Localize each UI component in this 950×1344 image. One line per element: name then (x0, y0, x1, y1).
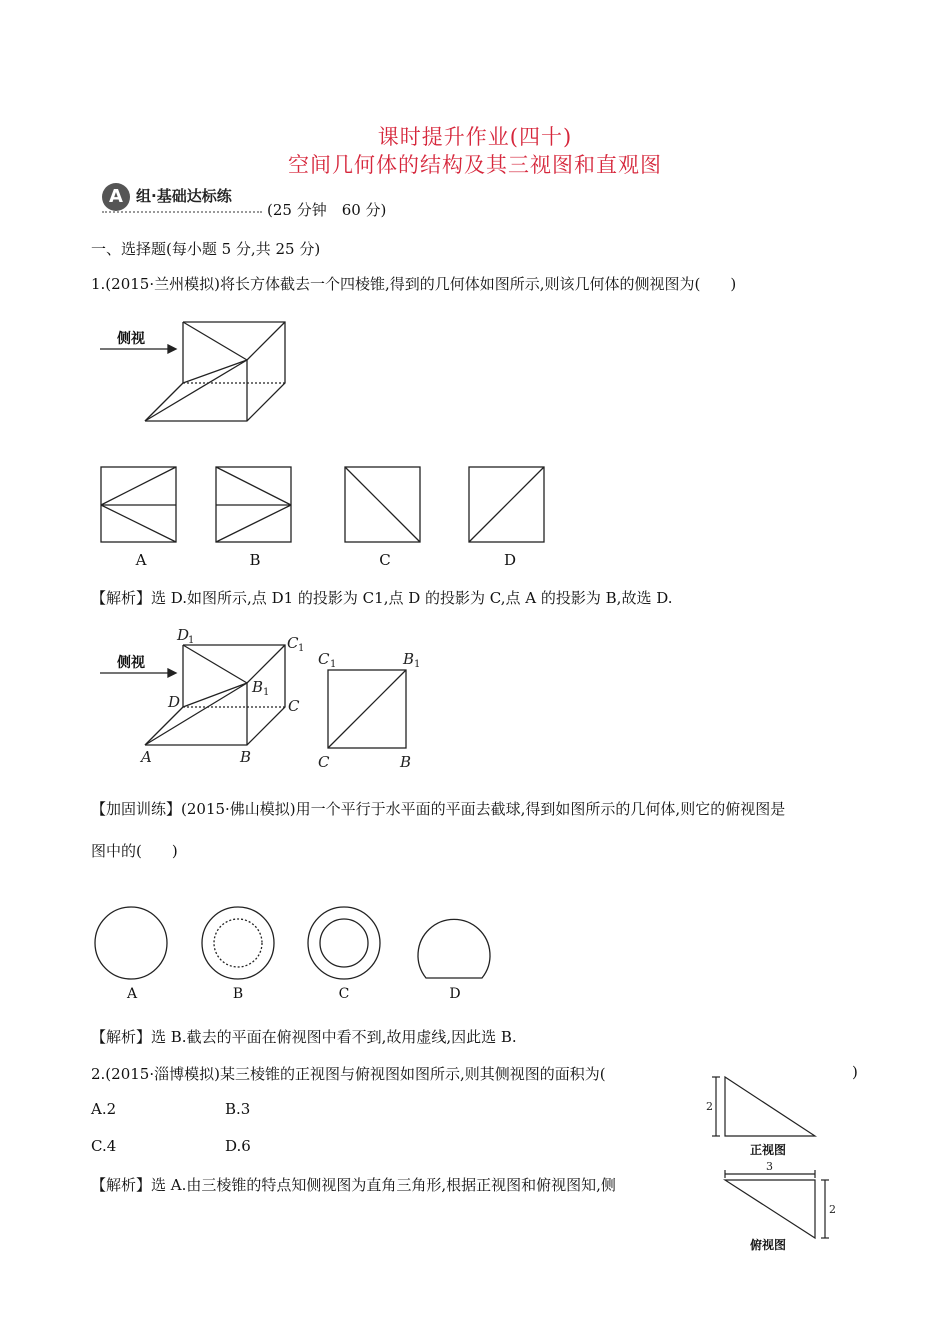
q2-option-d: D.6 (225, 1137, 251, 1155)
extra-option-a: A (126, 986, 138, 1002)
extra-analysis (91, 1026, 517, 1047)
q2-stem: 2.(2015·淄博模拟)某三棱锥的正视图与俯视图如图所示,则其侧视图的面积为( (91, 1065, 606, 1083)
top-view-label: 俯视图 (750, 1238, 787, 1252)
title-line-1: 课时提升作业(四十) (377, 125, 573, 149)
badge-dotted-rule (102, 207, 262, 213)
q1-stem: 1.(2015·兰州模拟)将长方体截去一个四棱锥,得到的几何体如图所示,则该几何体的侧视图为( ) (91, 275, 737, 293)
extra-stem-line1 (91, 798, 785, 819)
option-d-figure (469, 467, 544, 542)
label-c: C (288, 697, 300, 715)
q1-option-b: B (249, 551, 261, 569)
label-a: A (141, 748, 152, 766)
q1-option-d: D (503, 551, 517, 569)
dim-width: 3 (766, 1160, 773, 1173)
label-right-b1: B (403, 650, 415, 668)
extra-stem-line2: 图中的( ) (91, 842, 178, 860)
time-score: (25 分钟 60 分) (267, 201, 387, 219)
label-d1-sub: 1 (188, 635, 195, 646)
top-view-triangle (725, 1180, 815, 1238)
option-c-figure (345, 467, 420, 542)
option-a-figure (101, 467, 176, 542)
label-d: D (168, 693, 181, 711)
q1-option-a: A (135, 551, 147, 569)
front-view-label: 正视图 (750, 1143, 787, 1157)
label-right-b1-sub: 1 (414, 659, 421, 670)
label-d1: D (177, 626, 190, 644)
extra-analysis-tag: 【解析】 (91, 1028, 152, 1046)
extra-tag: 【加固训练】 (91, 800, 182, 818)
q1-analysis-text: 选 D.如图所示,点 D1 的投影为 C1,点 D 的投影为 C,点 A 的投影为 B,故选 D. (151, 589, 673, 607)
label-right-b: B (400, 753, 412, 771)
label-right-c1: C (318, 650, 330, 668)
option-c-circles (308, 907, 380, 979)
q1-analysis-tag: 【解析】 (91, 589, 152, 607)
extra-option-c: C (338, 986, 350, 1002)
extra-option-b: B (232, 986, 244, 1002)
extra-stem-text: (2015·佛山模拟)用一个平行于水平面的平面去截球,得到如图所示的几何体,则它的俯视图是 (181, 800, 786, 818)
dim-height: 2 (706, 1100, 713, 1113)
option-b-circles (202, 907, 274, 979)
q1-analysis (91, 587, 672, 608)
q1-analysis-view-label: 侧视 (117, 655, 145, 671)
label-right-c: C (318, 753, 330, 771)
extra-option-d: D (449, 986, 461, 1002)
section-heading: 一、选择题(每小题 5 分,共 25 分) (91, 240, 321, 258)
group-badge (102, 183, 264, 211)
option-b-figure (216, 467, 291, 542)
q2-analysis-tag: 【解析】 (91, 1176, 152, 1194)
group-label: 组·基础达标练 (136, 187, 232, 205)
q2-option-a: A.2 (91, 1100, 117, 1118)
label-b1-sub: 1 (263, 687, 270, 698)
q2-option-b: B.3 (225, 1100, 251, 1118)
label-b: B (240, 748, 252, 766)
front-view-triangle (725, 1077, 815, 1136)
dim-depth: 2 (829, 1203, 836, 1216)
q2-analysis-text: 选 A.由三棱锥的特点知侧视图为直角三角形,根据正视图和俯视图知,侧 (151, 1176, 616, 1194)
group-letter: A (102, 183, 130, 211)
q2-option-c: C.4 (91, 1137, 117, 1155)
extra-analysis-text: 选 B.截去的平面在俯视图中看不到,故用虚线,因此选 B. (151, 1028, 517, 1046)
label-c1-sub: 1 (298, 643, 305, 654)
option-a-circle (95, 907, 167, 979)
label-b1: B (252, 678, 264, 696)
label-c1: C (287, 634, 299, 652)
label-right-c1-sub: 1 (330, 659, 337, 670)
q2-analysis (91, 1174, 616, 1195)
q2-stem-close: ) (852, 1063, 858, 1081)
title-line-2: 空间几何体的结构及其三视图和直观图 (288, 153, 662, 177)
q1-option-c: C (379, 551, 391, 569)
q1-view-label: 侧视 (117, 331, 145, 347)
option-d-cut-circle (418, 919, 490, 978)
